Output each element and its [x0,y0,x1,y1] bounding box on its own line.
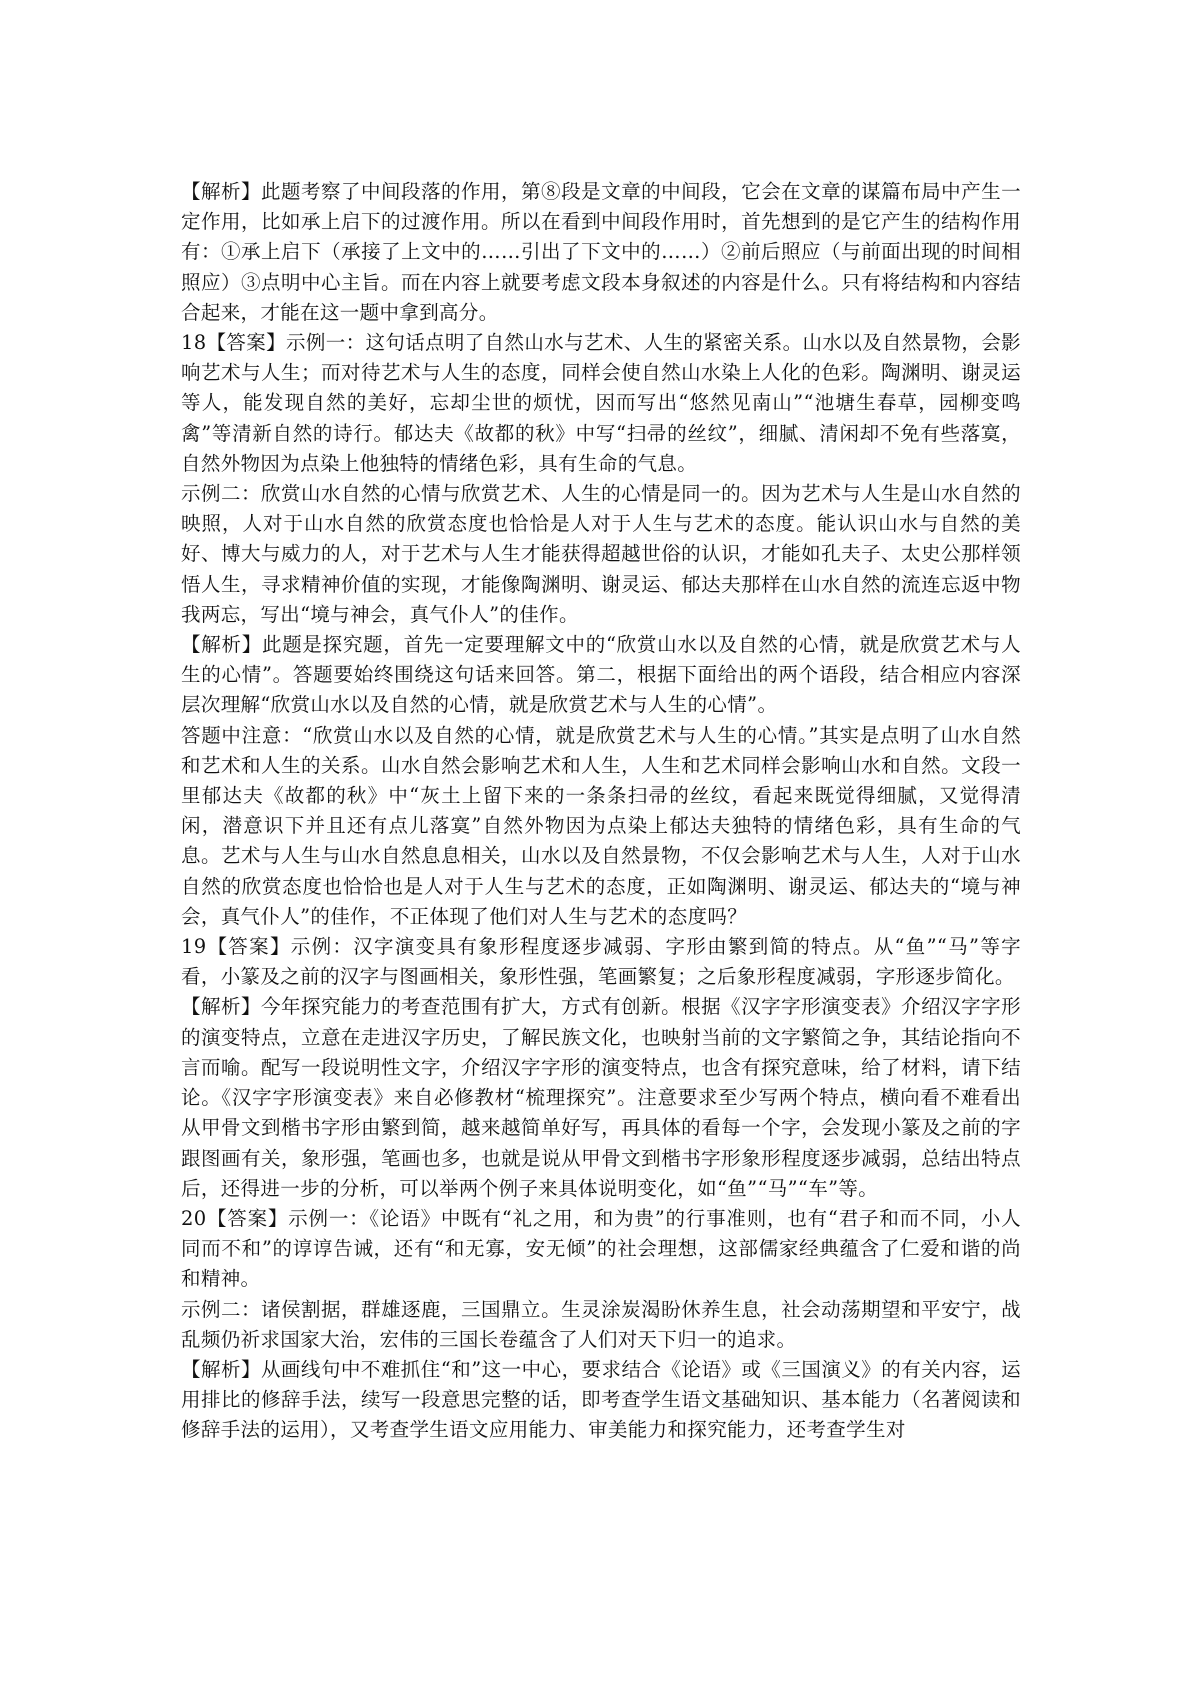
paragraph-label: 【解析】 [181,180,262,203]
note-paragraph-18 [181,721,1021,932]
answer-paragraph-20 [181,1204,1021,1295]
analysis-paragraph-19 [181,992,1021,1203]
paragraph-text: 示例二：诸侯割据，群雄逐鹿，三国鼎立。生灵涂炭渴盼休养生息，社会动荡期望和平安宁，战乱频仍祈求国家大治，宏伟的三国长卷蕴含了人们对天下归一的追求。 [181,1297,1021,1351]
paragraph-label: 【解析】 [181,995,262,1019]
paragraph-label: 19【答案】 [181,935,291,959]
paragraph-label: 【解析】 [181,633,262,657]
analysis-paragraph-17 [181,177,1021,328]
analysis-paragraph-18 [181,630,1021,721]
paragraph-label: 【解析】 [181,1357,261,1381]
answer-paragraph-18 [181,328,1021,479]
paragraph-text: 今年探究能力的考查范围有扩大，方式有创新。根据《汉字字形演变表》介绍汉字字形的演变特点，立意在走进汉字历史，了解民族文化，也映射当前的文字繁简之争，其结论指向不言而喻。配写一段说明性文字，介绍汉字字形的演变特点，也含有探究意味，给了材料，请下结论。《汉字字形演变表》来自必修教材“梳理探究”。注意要求至少写两个特点，横向看不难看出从甲骨文到楷书字形由繁到简，越来越简单好写，再具体的看每一个字，会发现小篆及之前的字跟图画有关，象形强，笔画也多，也就是说从甲骨文到楷书字形象形程度逐步减弱，总结出特点后，还得进一步的分析，可以举两个例子来具体说明变化，如“鱼”“马”“车”等。 [181,995,1021,1200]
paragraph-text: 示例一：这句话点明了自然山水与艺术、人生的紧密关系。山水以及自然景物，会影响艺术与人生；而对待艺术与人生的态度，同样会使自然山水染上人化的色彩。陶渊明、谢灵运等人，能发现自然的美好，忘却尘世的烦忧，因而写出“悠然见南山”“池塘生春草，园柳变鸣禽”等清新自然的诗行。郁达夫《故都的秋》中写“扫帚的丝纹”，细腻、清闲却不免有些落寞，自然外物因为点染上他独特的情绪色彩，具有生命的气息。 [181,331,1021,475]
paragraph-text: 示例一：《论语》中既有“礼之用，和为贵”的行事准则，也有“君子和而不同，小人同而不和”的谆谆告诫，还有“和无寡，安无倾”的社会理想，这部儒家经典蕴含了仁爱和谐的尚和精神。 [181,1206,1021,1291]
paragraph-label: 18【答案】 [181,331,286,355]
paragraph-text: 示例二：欣赏山水自然的心情与欣赏艺术、人生的心情是同一的。因为艺术与人生是山水自然的映照，人对于山水自然的欣赏态度也恰恰是人对于人生与艺术的态度。能认识山水与自然的美好、博大与威力的人，对于艺术与人生才能获得超越世俗的认识，才能如孔夫子、太史公那样领悟人生，寻求精神价值的实现，才能像陶渊明、谢灵运、郁达夫那样在山水自然的流连忘返中物我两忘，写出“境与神会，真气仆人”的佳作。 [181,482,1021,626]
paragraph-text: 答题中注意：“欣赏山水以及自然的心情，就是欣赏艺术与人生的心情。”其实是点明了山水自然和艺术和人生的关系。山水自然会影响艺术和人生，人生和艺术同样会影响山水和自然。文段一里郁达夫《故都的秋》中“灰土上留下来的一条条扫帚的丝纹，看起来既觉得细腻，又觉得清闲，潜意识下并且还有点儿落寞”自然外物因为点染上郁达夫独特的情绪色彩，具有生命的气息。艺术与人生与山水自然息息相关，山水以及自然景物，不仅会影响艺术与人生，人对于山水自然的欣赏态度也恰恰也是人对于人生与艺术的态度，正如陶渊明、谢灵运、郁达夫的“境与神会，真气仆人”的佳作，不正体现了他们对人生与艺术的态度吗？ [181,723,1021,928]
paragraph-label: 20【答案】 [181,1206,289,1230]
document-page [181,177,1021,1446]
example-paragraph-18-2 [181,479,1021,630]
paragraph-text: 此题考察了中间段落的作用，第⑧段是文章的中间段，它会在文章的谋篇布局中产生一定作用，比如承上启下的过渡作用。所以在看到中间段作用时，首先想到的是它产生的结构作用有：①承上启下（承接了上文中的……引出了下文中的……）②前后照应（与前面出现的时间相照应）③点明中心主旨。而在内容上就要考虑文段本身叙述的内容是什么。只有将结构和内容结合起来，才能在这一题中拿到高分。 [181,180,1021,324]
paragraph-text: 此题是探究题，首先一定要理解文中的“欣赏山水以及自然的心情，就是欣赏艺术与人生的心情”。答题要始终围绕这句话来回答。第二，根据下面给出的两个语段，结合相应内容深层次理解“欣赏山水以及自然的心情，就是欣赏艺术与人生的心情”。 [181,633,1021,717]
example-paragraph-20-2 [181,1295,1021,1355]
answer-paragraph-19 [181,932,1021,992]
paragraph-text: 从画线句中不难抓住“和”这一中心，要求结合《论语》或《三国演义》的有关内容，运用排比的修辞手法，续写一段意思完整的话，即考查学生语文基础知识、基本能力（名著阅读和修辞手法的运用），又考查学生语文应用能力、审美能力和探究能力，还考查学生对 [181,1357,1022,1442]
analysis-paragraph-20 [181,1355,1021,1446]
paragraph-text: 示例：汉字演变具有象形程度逐步减弱、字形由繁到简的特点。从“鱼”“马”等字看，小篆及之前的汉字与图画相关，象形性强，笔画繁复；之后象形程度减弱，字形逐步简化。 [181,935,1021,989]
